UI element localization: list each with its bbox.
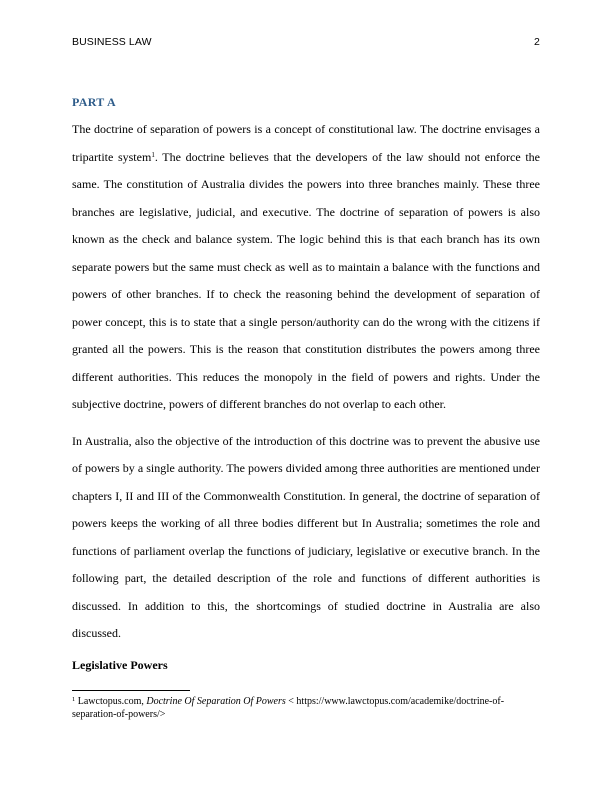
paragraph-2: In Australia, also the objective of the introduction of this doctrine was to prevent the abusive use of powers by a single authority. The powers divided among three authorities are mentioned under chapters I, II and III of the Commonwealth Constitution. In general, the doctrine of separation of powers keeps the working of all three bodies different but In Australia; sometimes the role and functions of parliament overlap the functions of judiciary, legislative or executive branch. In the following part, the detailed description of the role and functions of different authorities is discussed. In addition to this, the shortcomings of studied doctrine in Australia are also discussed.	[72, 433, 540, 640]
footnote-title: Doctrine Of Separation Of Powers	[146, 696, 286, 707]
paragraph-1-lead: The doctrine of separation of powers is a concept of constitutional law. The doctrine envisages a tripartite system	[72, 122, 540, 164]
footnote-number: 1	[72, 696, 76, 703]
document-body	[72, 94, 540, 673]
running-header-title: BUSINESS LAW	[72, 36, 152, 48]
footnote-source: Lawctopus.com,	[77, 696, 147, 707]
paragraph-1-rest: . The doctrine believes that the developers of the law should not enforce the same. The constitution of Australia divides the powers into three branches mainly. These three branches are legislative, judicial, and executive. The doctrine of separation of powers is also known as the check and balance system. The logic behind this is that each branch has its own separate powers but the same must check as well as to maintain a balance with the functions and powers of other branches. If to check the reasoning behind the development of separation of power concept, this is to state that a single person/authority can do the wrong with the citizens if granted all the powers. This is the reason that constitution distributes the powers among three different authorities. This reduces the monopoly in the field of powers and rights. Under the subjective doctrine, powers of different branches do not overlap to each other.	[72, 149, 540, 411]
subsection-heading: Legislative Powers	[72, 657, 168, 672]
footnote-separator	[72, 690, 190, 691]
paragraph-1	[72, 116, 540, 419]
footnote-url[interactable]: < https://www.lawctopus.com/academike/doctrine-of-separation-of-powers/>	[72, 696, 505, 720]
footnote-reference[interactable]: 1	[151, 150, 155, 159]
page-number: 2	[534, 36, 540, 48]
section-heading: PART A	[72, 95, 116, 109]
footnote	[72, 695, 512, 721]
